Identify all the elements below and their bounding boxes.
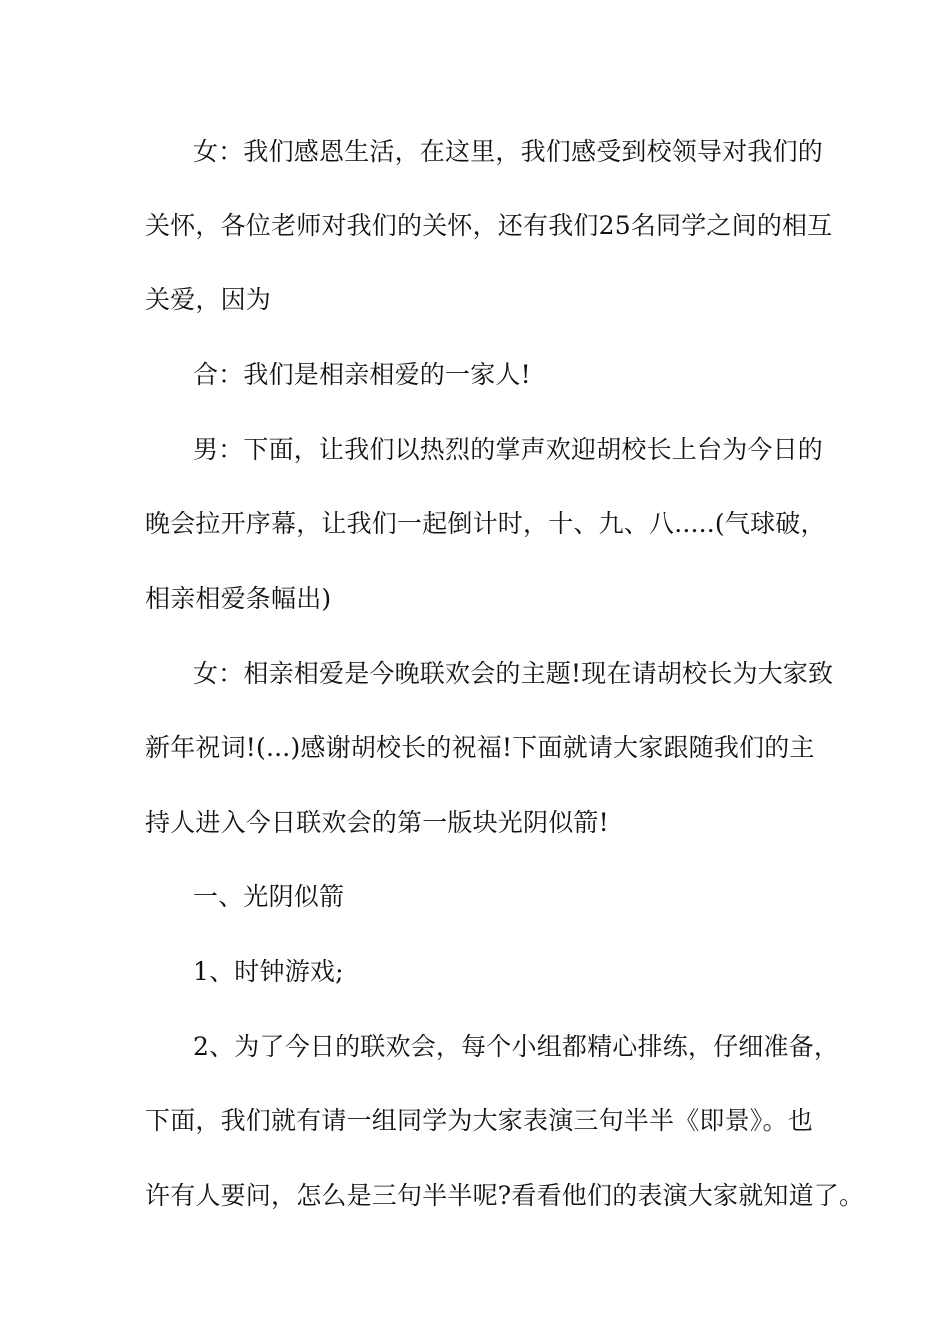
paragraph-line: 关怀，各位老师对我们的关怀，还有我们25名同学之间的相互 (145, 211, 833, 240)
list-item: 2、为了今日的联欢会，每个小组都精心排练，仔细准备， (193, 1032, 840, 1061)
paragraph-line: 合：我们是相亲相爱的一家人! (193, 360, 531, 389)
paragraph-line: 持人进入今日联欢会的第一版块光阴似箭! (145, 808, 609, 837)
paragraph-line: 关爱，因为 (145, 285, 272, 314)
paragraph-line: 许有人要问，怎么是三句半半呢?看看他们的表演大家就知道了。 (145, 1181, 865, 1210)
paragraph-line: 新年祝词!(...)感谢胡校长的祝福!下面就请大家跟随我们的主 (145, 733, 815, 762)
paragraph-line: 女：相亲相爱是今晚联欢会的主题!现在请胡校长为大家致 (193, 659, 834, 688)
section-heading: 一、光阴似箭 (193, 882, 345, 911)
paragraph-line: 相亲相爱条幅出) (145, 584, 332, 613)
paragraph-line: 下面，我们就有请一组同学为大家表演三句半半《即景》。也 (145, 1106, 813, 1135)
paragraph-line: 女：我们感恩生活，在这里，我们感受到校领导对我们的 (193, 137, 824, 166)
list-item: 1、时钟游戏; (193, 957, 344, 986)
paragraph-line: 晚会拉开序幕，让我们一起倒计时，十、九、八.....(气球破， (145, 509, 826, 538)
paragraph-line: 男：下面，让我们以热烈的掌声欢迎胡校长上台为今日的 (193, 435, 824, 464)
